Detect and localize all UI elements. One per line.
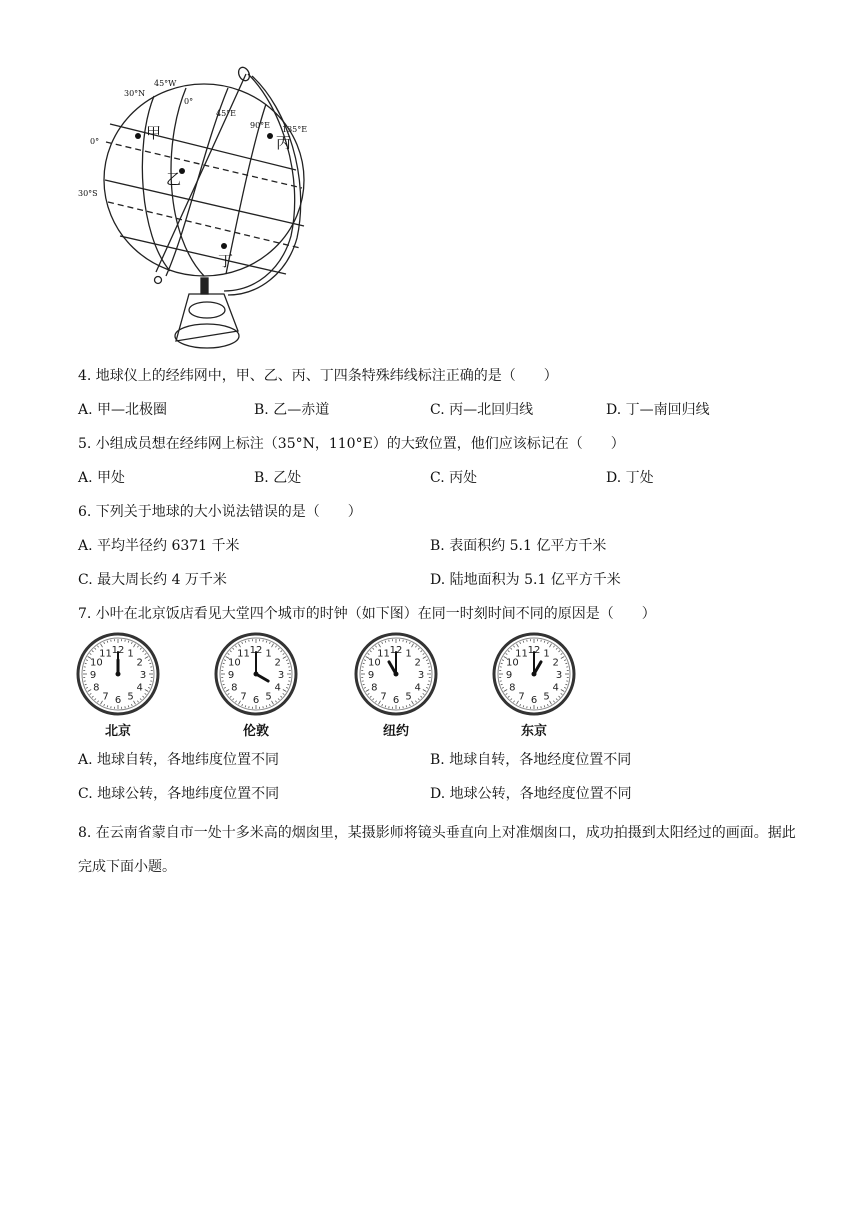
clock-tick xyxy=(547,704,548,706)
clock-dial-number: 8 xyxy=(231,682,238,694)
clock-tick xyxy=(275,646,276,648)
clock-tokyo xyxy=(492,632,576,742)
clock-tick xyxy=(517,644,519,647)
clock-tick xyxy=(409,704,410,706)
q6-option-c[interactable]: C. 最大周长约 4 万千米 xyxy=(78,572,227,588)
clock-tick xyxy=(223,684,225,685)
clock-tick xyxy=(223,663,225,664)
clock-tick xyxy=(90,653,92,654)
clock-tick xyxy=(506,653,508,654)
clock-tick xyxy=(228,653,230,654)
clock-tick xyxy=(104,642,105,644)
clock-tick xyxy=(281,696,282,697)
clock-tick xyxy=(423,657,426,659)
clock-tick xyxy=(561,693,563,694)
clock-dial-number: 6 xyxy=(530,695,538,706)
clock-tick xyxy=(382,704,383,706)
q6-option-a[interactable]: A. 平均半径约 6371 千米 xyxy=(78,538,240,554)
clock-dial-number: 5 xyxy=(405,691,412,703)
lat-label-0: 0° xyxy=(90,137,100,146)
clock-tick xyxy=(286,687,288,688)
clock-tick xyxy=(239,644,241,647)
clock-tick xyxy=(278,648,279,649)
clock-tick xyxy=(283,653,285,654)
clock-tick xyxy=(86,660,88,661)
clock-tick xyxy=(228,693,230,694)
clock-tick xyxy=(564,660,566,661)
q6-stem: 6. 下列关于地球的大小说法错误的是（ ） xyxy=(78,504,362,520)
clock-tick xyxy=(366,690,369,692)
clock-dial-number: 5 xyxy=(543,691,550,703)
clock-tick xyxy=(502,660,504,661)
clock-tick xyxy=(283,693,285,694)
clock-tick xyxy=(235,701,236,703)
clock-london xyxy=(214,632,298,742)
clock-tick xyxy=(375,701,376,703)
clock-dial-number: 6 xyxy=(392,695,400,706)
clock-label-newyork: 纽约 xyxy=(382,724,409,739)
clock-tick xyxy=(242,704,243,706)
clock-dial-number: 11 xyxy=(515,648,528,660)
clock-tick xyxy=(406,641,407,643)
q5-stem: 5. 小组成员想在经纬网上标注（35°N，110°E）的大致位置，他们应该标记在（ ） xyxy=(78,436,625,452)
clock-beijing xyxy=(76,632,160,742)
clock-tick xyxy=(266,641,267,643)
clock-tick xyxy=(385,641,386,643)
clock-dial-number: 4 xyxy=(552,682,559,694)
clock-tick xyxy=(523,641,524,643)
clock-tick xyxy=(275,701,276,703)
clock-tick xyxy=(235,646,236,648)
clock-label-london: 伦敦 xyxy=(242,724,269,739)
point-jia xyxy=(135,133,141,139)
clock-tick xyxy=(565,684,567,685)
globe-meridian-arm xyxy=(224,74,295,291)
point-label-bing: 丙 xyxy=(276,134,292,152)
clock-tick xyxy=(520,704,521,706)
clock-tick xyxy=(128,641,129,643)
clock-dial-number: 8 xyxy=(509,682,516,694)
clock-dial-number: 8 xyxy=(371,682,378,694)
clock-tick xyxy=(286,660,288,661)
q6-option-b[interactable]: B. 表面积约 5.1 亿平方千米 xyxy=(430,538,607,554)
clock-tick xyxy=(86,687,88,688)
lat-label-30s: 30°S xyxy=(78,189,98,198)
clock-tick xyxy=(523,705,524,707)
q5-option-d[interactable]: D. 丁处 xyxy=(606,470,654,486)
clock-tick xyxy=(101,644,103,647)
clock-tick xyxy=(97,701,98,703)
clock-dial-number: 3 xyxy=(139,670,147,681)
clock-tick xyxy=(140,648,141,649)
clock-tick xyxy=(561,657,564,659)
clock-dial-number: 9 xyxy=(367,670,375,681)
clock-tick xyxy=(421,696,422,697)
q4-option-b[interactable]: B. 乙—赤道 xyxy=(254,402,330,418)
clock-tick xyxy=(233,648,234,649)
clock-tick xyxy=(550,644,552,647)
clock-tick xyxy=(561,690,564,692)
clock-tick xyxy=(423,690,426,692)
clock-tick xyxy=(287,663,289,664)
clock-tick xyxy=(90,693,92,694)
clock-tick xyxy=(107,641,108,643)
q5-option-a[interactable]: A. 甲处 xyxy=(78,470,126,486)
lon-label-45e: 45°E xyxy=(216,109,237,118)
clock-tick xyxy=(559,696,560,697)
q7-option-a[interactable]: A. 地球自转，各地纬度位置不同 xyxy=(78,752,280,768)
clock-tick xyxy=(556,699,557,700)
clock-pivot xyxy=(116,672,121,677)
clock-tick xyxy=(230,696,231,697)
clock-tick xyxy=(426,687,428,688)
lat-label-30n: 30°N xyxy=(124,89,146,98)
clock-tick xyxy=(145,690,148,692)
clock-tick xyxy=(412,644,414,647)
clock-dial-number: 8 xyxy=(93,682,100,694)
clock-tick xyxy=(88,690,91,692)
clock-dial-number: 11 xyxy=(377,648,390,660)
clock-tick xyxy=(504,690,507,692)
clock-tick xyxy=(364,687,366,688)
clock-tick xyxy=(143,696,144,697)
lon-label-45w: 45°W xyxy=(154,79,177,88)
clock-dial-number: 5 xyxy=(127,691,134,703)
clock-dial-number: 12 xyxy=(389,645,403,656)
clock-tick xyxy=(149,663,151,664)
q4-option-a[interactable]: A. 甲—北极圈 xyxy=(78,402,168,418)
clock-dial-number: 2 xyxy=(414,657,421,669)
q7-stem: 7. 小叶在北京饭店看见大堂四个城市的时钟（如下图）在同一时刻时间不同的原因是（ ） xyxy=(78,606,656,622)
clock-dial-number: 3 xyxy=(555,670,563,681)
clock-dial-number: 10 xyxy=(227,657,241,669)
clock-tick xyxy=(283,657,286,659)
clock-tick xyxy=(559,651,560,652)
lon-label-90e: 90°E xyxy=(250,121,271,130)
clock-dial-number: 11 xyxy=(99,648,112,660)
clock-tick xyxy=(272,701,274,704)
clock-dial-number: 4 xyxy=(136,682,143,694)
q6-option-d[interactable]: D. 陆地面积为 5.1 亿平方千米 xyxy=(430,572,621,588)
clock-tick xyxy=(148,660,150,661)
lon-label-135e: 135°E xyxy=(282,125,308,134)
clock-tick xyxy=(145,657,148,659)
clock-tick xyxy=(149,684,151,685)
clock-label-beijing: 北京 xyxy=(104,724,131,739)
clock-tick xyxy=(508,651,509,652)
clock-dial-number: 7 xyxy=(102,691,109,703)
clock-tick xyxy=(85,684,87,685)
clock-tick xyxy=(143,651,144,652)
clock-dial-number: 1 xyxy=(265,648,272,660)
clock-dial-number: 9 xyxy=(227,670,235,681)
clock-tick xyxy=(373,648,374,649)
clock-newyork xyxy=(354,632,438,742)
clock-tick xyxy=(556,648,557,649)
clock-tick xyxy=(553,646,554,648)
q7-option-b[interactable]: B. 地球自转，各地经度位置不同 xyxy=(430,752,632,768)
clock-tick xyxy=(283,690,286,692)
q7-option-d[interactable]: D. 地球公转，各地经度位置不同 xyxy=(430,786,632,802)
clock-dial-number: 7 xyxy=(240,691,247,703)
clock-dial-number: 1 xyxy=(543,648,550,660)
clock-tick xyxy=(145,693,147,694)
clock-tick xyxy=(370,696,371,697)
clock-tick xyxy=(561,653,563,654)
clock-dial-number: 7 xyxy=(380,691,387,703)
clock-dial-number: 11 xyxy=(237,648,250,660)
clock-tick xyxy=(85,663,87,664)
clock-dial-number: 6 xyxy=(114,695,122,706)
clock-tick xyxy=(511,699,512,700)
clock-tick xyxy=(427,663,429,664)
clock-tick xyxy=(513,701,514,703)
clock-face xyxy=(354,632,438,716)
clock-face xyxy=(76,632,160,716)
clock-tick xyxy=(501,663,503,664)
clock-tick xyxy=(513,646,514,648)
clock-tick xyxy=(128,705,129,707)
clock-tick xyxy=(415,646,416,648)
globe-figure xyxy=(76,66,336,356)
clock-tick xyxy=(107,705,108,707)
clock-dial-number: 12 xyxy=(249,645,263,656)
clock-tick xyxy=(281,651,282,652)
q4-option-c[interactable]: C. 丙—北回归线 xyxy=(430,402,534,418)
clock-tick xyxy=(97,646,98,648)
q5-option-b[interactable]: B. 乙处 xyxy=(254,470,302,486)
clock-figure xyxy=(76,632,596,742)
clock-tick xyxy=(427,684,429,685)
clock-tick xyxy=(148,687,150,688)
clock-tick xyxy=(131,642,132,644)
clock-tick xyxy=(506,693,508,694)
clock-tick xyxy=(379,644,381,647)
clock-tick xyxy=(553,701,554,703)
point-label-yi: 乙 xyxy=(166,170,182,188)
clock-tick xyxy=(137,646,138,648)
clock-tick xyxy=(511,648,512,649)
clock-tick xyxy=(423,653,425,654)
clock-tick xyxy=(409,642,410,644)
clock-tick xyxy=(245,705,246,707)
clock-tick xyxy=(278,699,279,700)
clock-tick xyxy=(272,644,274,647)
clock-tick xyxy=(92,696,93,697)
clock-tick xyxy=(565,663,567,664)
clock-dial-number: 4 xyxy=(414,682,421,694)
clock-tick xyxy=(245,641,246,643)
clock-dial-number: 12 xyxy=(111,645,125,656)
clock-dial-number: 3 xyxy=(417,670,425,681)
clock-dial-number: 4 xyxy=(274,682,281,694)
globe-stand-post xyxy=(201,278,208,294)
clock-tick xyxy=(426,660,428,661)
clock-pivot xyxy=(532,672,537,677)
clock-tick xyxy=(95,699,96,700)
clock-dial-number: 9 xyxy=(505,670,513,681)
clock-tick xyxy=(418,699,419,700)
q4-stem: 4. 地球仪上的经纬网中，甲、乙、丙、丁四条特殊纬线标注正确的是（ ） xyxy=(78,368,558,384)
clock-tick xyxy=(269,642,270,644)
clock-tick xyxy=(145,653,147,654)
clock-dial-number: 10 xyxy=(89,657,103,669)
point-ding xyxy=(221,243,227,249)
clock-dial-number: 1 xyxy=(405,648,412,660)
clock-dial-number: 6 xyxy=(252,695,260,706)
clock-tick xyxy=(131,704,132,706)
clock-tick xyxy=(501,684,503,685)
clock-tick xyxy=(550,701,552,704)
clock-tick xyxy=(104,704,105,706)
clock-dial-number: 9 xyxy=(89,670,97,681)
clock-tick xyxy=(423,693,425,694)
clock-dial-number: 2 xyxy=(136,657,143,669)
clock-tick xyxy=(508,696,509,697)
clock-tick xyxy=(364,660,366,661)
clock-tick xyxy=(385,705,386,707)
clock-tick xyxy=(242,642,243,644)
clock-dial-number: 10 xyxy=(367,657,381,669)
point-label-jia: 甲 xyxy=(146,124,162,142)
clock-dial-number: 3 xyxy=(277,670,285,681)
clock-tick xyxy=(370,651,371,652)
lon-label-0: 0° xyxy=(184,97,194,106)
clock-tick xyxy=(375,646,376,648)
clock-tick xyxy=(544,705,545,707)
clock-pivot xyxy=(254,672,259,677)
clock-tick xyxy=(233,699,234,700)
clock-dial-number: 7 xyxy=(518,691,525,703)
clock-tick xyxy=(269,704,270,706)
clock-tick xyxy=(564,687,566,688)
clock-tick xyxy=(224,687,226,688)
clock-tick xyxy=(95,648,96,649)
clock-dial-number: 5 xyxy=(265,691,272,703)
clock-dial-number: 2 xyxy=(552,657,559,669)
clock-tick xyxy=(520,642,521,644)
clock-tick xyxy=(368,693,370,694)
clock-tick xyxy=(368,653,370,654)
q5-option-c[interactable]: C. 丙处 xyxy=(430,470,478,486)
clock-tick xyxy=(373,699,374,700)
clock-face xyxy=(214,632,298,716)
clock-tick xyxy=(287,684,289,685)
clock-tick xyxy=(415,701,416,703)
q8-stem: 8. 在云南省蒙自市一处十多米高的烟囱里，某摄影师将镜头垂直向上对准烟囱口，成功拍摄到太阳经过的画面。据此完成下面小题。 xyxy=(78,825,796,875)
q7-option-c[interactable]: C. 地球公转，各地纬度位置不同 xyxy=(78,786,280,802)
clock-tick xyxy=(418,648,419,649)
clock-tick xyxy=(412,701,414,704)
point-bing xyxy=(267,133,273,139)
clock-tick xyxy=(406,705,407,707)
clock-tick xyxy=(137,701,138,703)
clock-dial-number: 2 xyxy=(274,657,281,669)
clock-tick xyxy=(224,660,226,661)
clock-label-tokyo: 东京 xyxy=(520,724,547,739)
clock-tick xyxy=(230,651,231,652)
clock-tick xyxy=(363,684,365,685)
clock-tick xyxy=(92,651,93,652)
point-label-ding: 丁 xyxy=(218,252,234,270)
q4-option-d[interactable]: D. 丁—南回归线 xyxy=(606,402,710,418)
clock-tick xyxy=(547,642,548,644)
clock-dial-number: 10 xyxy=(505,657,519,669)
globe-diagram xyxy=(76,66,336,356)
clock-tick xyxy=(134,701,136,704)
clock-tick xyxy=(140,699,141,700)
clock-pivot xyxy=(394,672,399,677)
clock-dial-number: 12 xyxy=(527,645,541,656)
clock-tick xyxy=(382,642,383,644)
clock-tick xyxy=(502,687,504,688)
clock-tick xyxy=(266,705,267,707)
clock-face xyxy=(492,632,576,716)
clock-tick xyxy=(544,641,545,643)
clock-tick xyxy=(134,644,136,647)
clock-tick xyxy=(363,663,365,664)
clock-tick xyxy=(226,690,229,692)
clock-dial-number: 1 xyxy=(127,648,134,660)
clock-tick xyxy=(421,651,422,652)
